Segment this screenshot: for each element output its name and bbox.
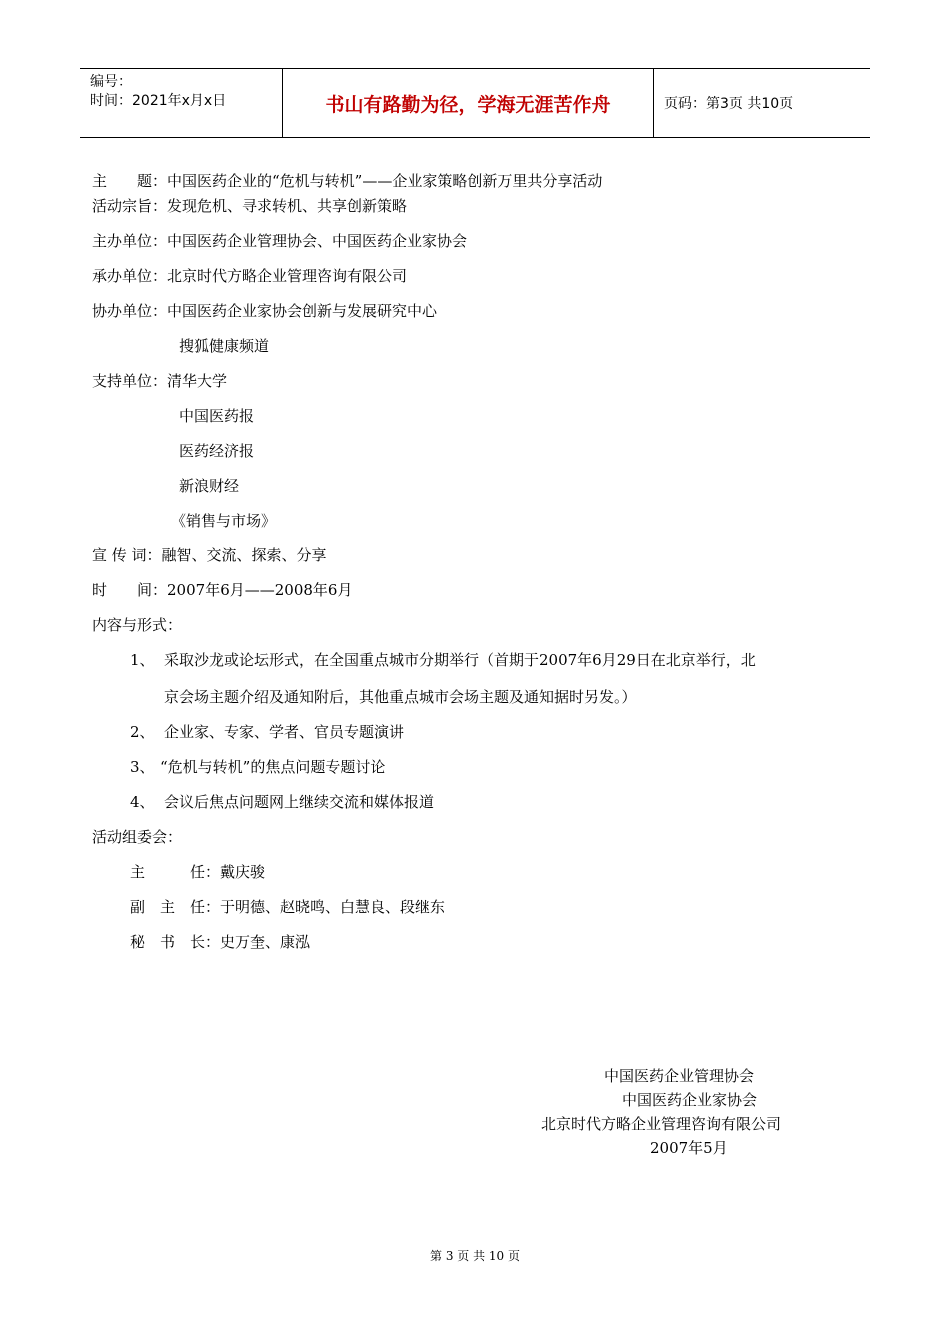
committee-role: 副 主 任： [130, 898, 221, 916]
support-item: 《销售与市场》 [171, 512, 277, 530]
support-item: 清华大学 [167, 372, 228, 390]
signature-line: 中国医药企业家协会 [622, 1091, 758, 1109]
host-line [92, 231, 467, 251]
content-item-text: 京会场主题介绍及通知附后，其他重点城市会场主题及通知据时另发。） [164, 688, 637, 706]
content-item-number: 4、 [130, 793, 155, 811]
host-text: 中国医药企业管理协会、中国医药企业家协会 [167, 232, 468, 250]
topic-text: 中国医药企业的“危机与转机”——企业家策略创新万里共分享活动 [167, 172, 603, 190]
purpose-text: 发现危机、寻求转机、共享创新策略 [167, 197, 408, 215]
purpose-line [92, 196, 407, 216]
content-item-number: 3、 [130, 758, 155, 776]
content-item-text: 企业家、专家、学者、官员专题演讲 [164, 723, 405, 741]
coorg-label: 协办单位： [92, 302, 168, 320]
slogan-label: 宣 传 词： [92, 546, 162, 564]
committee-names: 于明德、赵晓鸣、白慧良、段继东 [220, 898, 446, 916]
support-item: 新浪财经 [179, 477, 240, 495]
purpose-label: 活动宗旨： [92, 197, 168, 215]
committee-row [130, 897, 445, 917]
content-item-text: 采取沙龙或论坛形式，在全国重点城市分期举行（首期于2007年6月29日在北京举行，北 [164, 651, 756, 669]
content-item-text: “危机与转机”的焦点问题专题讨论 [160, 758, 386, 776]
committee-row [130, 932, 310, 952]
committee-label: 活动组委会： [92, 828, 183, 846]
topic-label: 主 题： [92, 172, 168, 190]
document-number: 编号： [90, 74, 132, 90]
signature-line: 中国医药企业管理协会 [604, 1067, 755, 1085]
time-label: 时 间： [92, 581, 168, 599]
page-header [80, 68, 870, 138]
coorg-line [92, 301, 437, 321]
slogan-line [92, 545, 327, 565]
page-footer: 第 3 页 共 10 页 [430, 1249, 520, 1263]
committee-role: 秘 书 长： [130, 933, 221, 951]
organizer-text: 北京时代方略企业管理咨询有限公司 [167, 267, 408, 285]
content-label: 内容与形式： [92, 616, 183, 634]
support-label: 支持单位： [92, 372, 168, 390]
committee-names: 史万奎、康泓 [220, 933, 311, 951]
header-meta [80, 69, 282, 137]
organizer-label: 承办单位： [92, 267, 168, 285]
support-item: 中国医药报 [179, 407, 255, 425]
committee-role: 主 任： [130, 863, 221, 881]
committee-row [130, 862, 265, 882]
time-text: 2007年6月——2008年6月 [167, 581, 353, 599]
signature-date: 2007年5月 [650, 1139, 728, 1157]
content-item-number: 2、 [130, 723, 155, 741]
support-line [92, 371, 227, 391]
signature-line: 北京时代方略企业管理咨询有限公司 [541, 1115, 782, 1133]
slogan-text: 融智、交流、探索、分享 [161, 546, 327, 564]
support-item: 医药经济报 [179, 442, 255, 460]
topic-line [92, 171, 602, 191]
content-item-number: 1、 [130, 651, 155, 669]
content-item-text: 会议后焦点问题网上继续交流和媒体报道 [164, 793, 435, 811]
organizer-line [92, 266, 407, 286]
time-line [92, 580, 352, 600]
committee-names: 戴庆骏 [220, 863, 266, 881]
header-page-number: 页码：第3页 共10页 [664, 96, 794, 112]
coorg-item: 中国医药企业家协会创新与发展研究中心 [167, 302, 438, 320]
document-date: 时间：2021年x月x日 [90, 93, 227, 109]
coorg-item: 搜狐健康频道 [179, 337, 270, 355]
header-motto: 书山有路勤为径，学海无涯苦作舟 [282, 69, 654, 137]
host-label: 主办单位： [92, 232, 168, 250]
